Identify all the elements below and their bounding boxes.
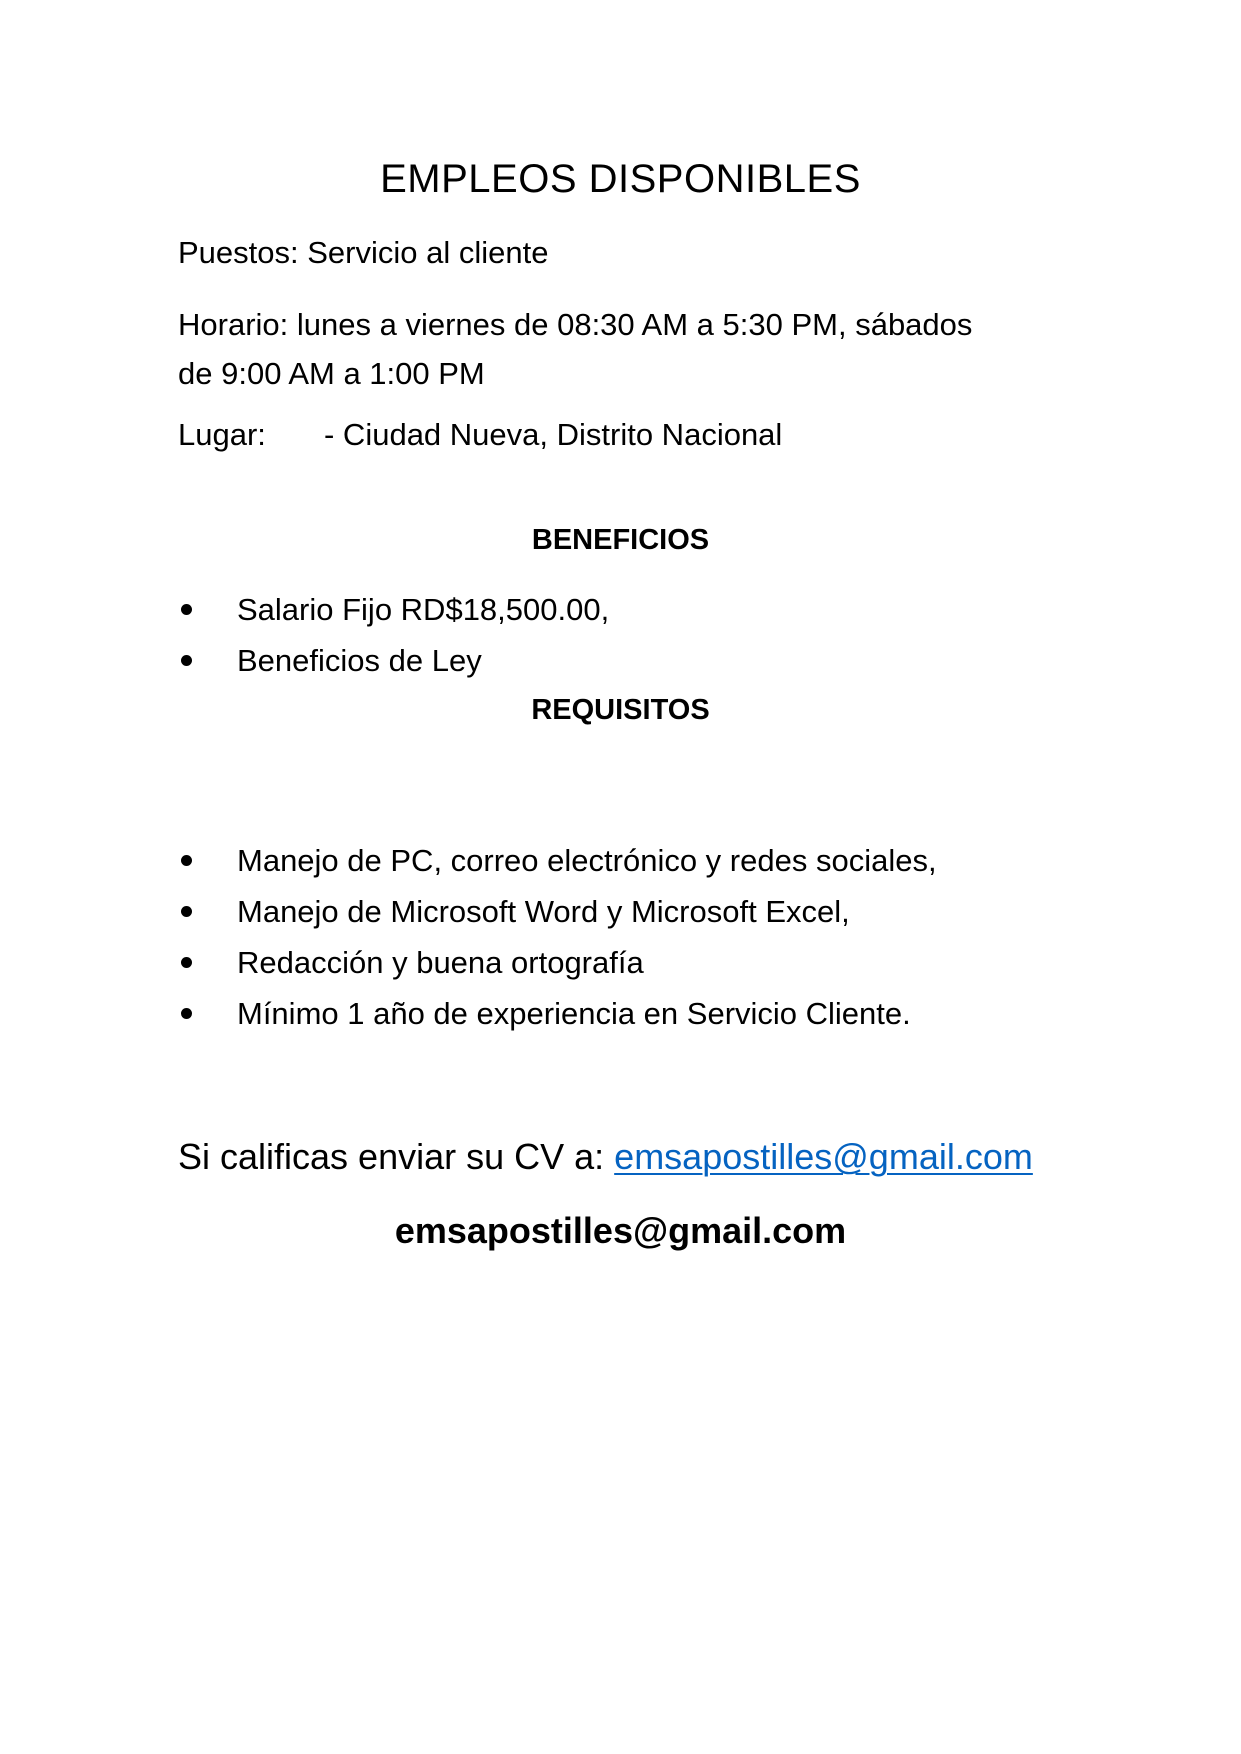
beneficios-heading: BENEFICIOS bbox=[531, 524, 710, 556]
bullet-icon bbox=[181, 604, 192, 615]
lugar-value: - Ciudad Nueva, Distrito Nacional bbox=[324, 417, 783, 452]
horario-line-1: Horario: lunes a viernes de 08:30 AM a 5:30 PM, sábados bbox=[178, 307, 973, 342]
requisitos-heading: REQUISITOS bbox=[531, 694, 710, 726]
cta-line bbox=[178, 1134, 1033, 1180]
list-item-text: Beneficios de Ley bbox=[237, 643, 482, 678]
list-item-text: Manejo de PC, correo electrónico y redes sociales, bbox=[237, 843, 937, 878]
beneficios-list bbox=[178, 584, 609, 686]
lugar-label: Lugar: bbox=[178, 417, 266, 452]
list-item bbox=[178, 584, 609, 635]
bullet-icon bbox=[181, 906, 192, 917]
list-item-text: Manejo de Microsoft Word y Microsoft Excel, bbox=[237, 894, 850, 929]
lugar-line bbox=[178, 415, 782, 455]
list-item bbox=[178, 835, 937, 886]
horario-line-2: de 9:00 AM a 1:00 PM bbox=[178, 356, 485, 391]
email-link[interactable]: emsapostilles@gmail.com bbox=[614, 1136, 1033, 1177]
list-item-text: Redacción y buena ortografía bbox=[237, 945, 644, 980]
list-item bbox=[178, 635, 609, 686]
cta-text: Si calificas enviar su CV a: bbox=[178, 1136, 615, 1177]
requisitos-list bbox=[178, 835, 937, 1039]
page-title: EMPLEOS DISPONIBLES bbox=[380, 157, 861, 201]
bullet-icon bbox=[181, 855, 192, 866]
bullet-icon bbox=[181, 1008, 192, 1019]
list-item bbox=[178, 886, 937, 937]
horario-block bbox=[178, 300, 1078, 398]
list-item-text: Salario Fijo RD$18,500.00, bbox=[237, 592, 610, 627]
bullet-icon bbox=[181, 957, 192, 968]
list-item-text: Mínimo 1 año de experiencia en Servicio Cliente. bbox=[237, 996, 911, 1031]
email-bold-text: emsapostilles@gmail.com bbox=[394, 1210, 847, 1251]
puestos-line: Puestos: Servicio al cliente bbox=[178, 235, 549, 270]
bullet-icon bbox=[181, 655, 192, 666]
list-item bbox=[178, 988, 937, 1039]
list-item bbox=[178, 937, 937, 988]
